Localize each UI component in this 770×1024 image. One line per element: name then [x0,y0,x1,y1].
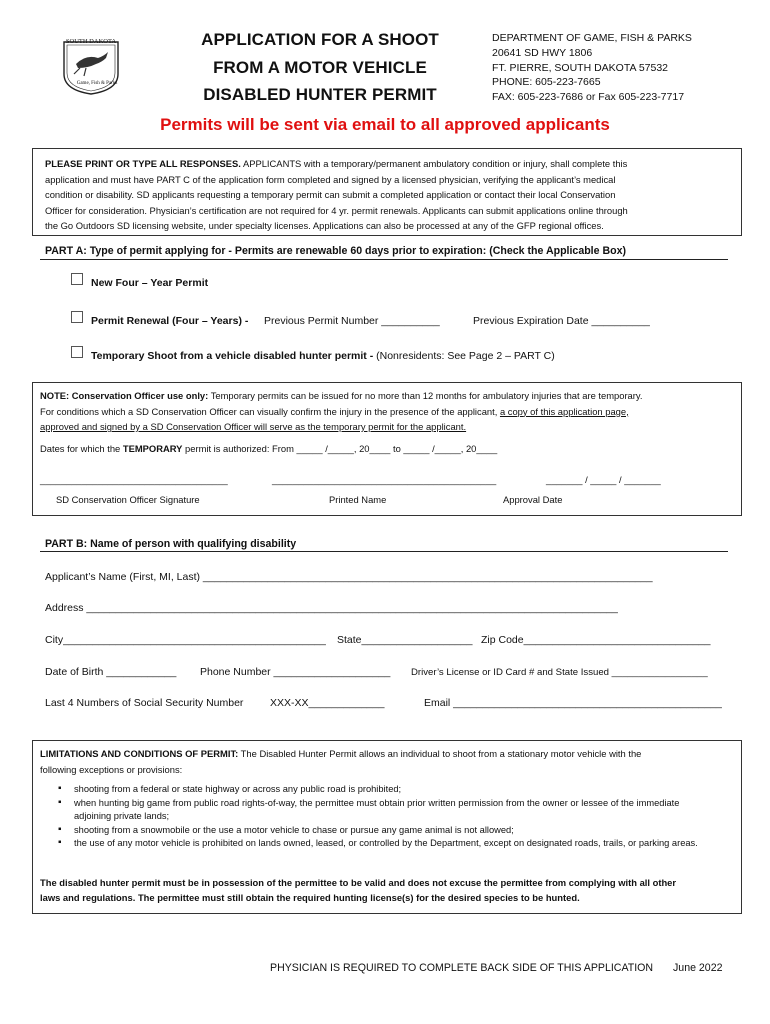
department-street: 20641 SD HWY 1806 [492,47,593,59]
instructions-text [45,156,735,234]
part-b-heading: PART B: Name of person with qualifying disability [45,538,297,550]
temporary-permit-note: (Nonresidents: See Page 2 – PART C) [373,350,555,362]
previous-permit-number-field[interactable]: Previous Permit Number __________ [264,315,440,327]
phone-number-field[interactable]: Phone Number ____________________ [200,666,391,678]
printed-name-label: Printed Name [329,494,387,505]
logo-bottom-text: Game, Fish & Parks [76,81,118,86]
limitations-intro-rest: The Disabled Hunter Permit allows an individual to shoot from a stationary motor vehicle with the [238,748,642,759]
department-city: FT. PIERRE, SOUTH DAKOTA 57532 [492,62,669,74]
form-title-line-2: FROM A MOTOR VEHICLE [213,58,427,77]
limitations-intro [40,746,730,777]
form-revision-date: June 2022 [673,962,723,974]
part-a-rule [40,259,728,260]
state-field[interactable]: State___________________ [337,634,473,646]
instructions-line-3: condition or disability. SD applicants requesting a temporary permit can submit a completed application or contact their local Conservation [45,189,616,200]
applicant-name-field[interactable]: Applicant’s Name (First, MI, Last) _____________________________________________________________________________ [45,571,653,583]
zip-code-field[interactable]: Zip Code________________________________ [481,634,711,646]
logo-top-text: SOUTH DAKOTA [65,38,117,45]
officer-signature-label: SD Conservation Officer Signature [56,494,200,505]
limitation-item: ▪ shooting from a federal or state highway or across any public road is prohibited; [58,783,708,796]
new-permit-checkbox[interactable] [71,273,83,285]
officer-note-line-1: Temporary permits can be issued for no more than 12 months for ambulatory injuries that are temporary. [208,390,643,401]
limitation-item: ▪ when hunting big game from public road rights-of-way, the permittee must obtain prior written permission from the owner or lessee of the immediate adjoining private lands; [58,797,708,823]
temporary-permit-title: Temporary Shoot from a vehicle disabled hunter permit - [91,350,374,362]
previous-expiration-date-field[interactable]: Previous Expiration Date __________ [473,315,650,327]
printed-name-line[interactable]: ___________________________________________ [272,474,497,485]
email-field[interactable]: Email ______________________________________________ [424,697,722,709]
limitations-lead: LIMITATIONS AND CONDITIONS OF PERMIT: [40,748,239,759]
limitation-item: ▪ the use of any motor vehicle is prohibited on lands owned, leased, or controlled by the Department, except on designated roads, trails, or parking areas. [58,837,708,850]
new-permit-label: New Four – Year Permit [91,277,209,289]
approval-date-line[interactable]: _______ / _____ / _______ [546,474,661,485]
temporary-permit-label [91,350,555,362]
temporary-permit-checkbox[interactable] [71,346,83,358]
department-fax: FAX: 605-223-7686 or Fax 605-223-7717 [492,91,685,103]
officer-note-line-2: For conditions which a SD Conservation Officer can visually confirm the injury in the presence of the applicant, [40,405,500,417]
form-title-line-1: APPLICATION FOR A SHOOT [201,30,439,49]
email-notice-banner: Permits will be sent via email to all approved applicants [160,115,610,134]
renewal-permit-checkbox[interactable] [71,311,83,323]
part-a-heading: PART A: Type of permit applying for - Permits are renewable 60 days prior to expiration: (Check the Applicable Box) [45,245,627,257]
temporary-dates-prefix: Dates for which the [40,443,123,454]
temporary-dates-rest: permit is authorized: From _____ /_____, 20____ to _____ /_____, 20____ [182,443,498,454]
physician-notice: PHYSICIAN IS REQUIRED TO COMPLETE BACK SIDE OF THIS APPLICATION [270,962,654,974]
instructions-line-2: application and must have PART C of the application form completed and signed by a licensed physician, verifying the applicant’s medical [45,173,616,185]
city-field[interactable]: City_____________________________________________ [45,634,326,646]
limitations-intro-line-2: following exceptions or provisions: [40,763,183,775]
department-name: DEPARTMENT OF GAME, FISH & PARKS [492,32,692,44]
instructions-line-1: APPLICANTS with a temporary/permanent ambulatory condition or injury, shall complete this [240,158,628,169]
officer-note-line-2-underlined: a copy of this application page, [499,405,629,417]
permit-closing-line-1: The disabled hunter permit must be in possession of the permittee to be valid and does not excuse the permittee from complying with all other [40,877,677,888]
temporary-dates-field[interactable] [40,441,497,457]
limitations-list [58,783,708,851]
officer-note-line-3: approved and signed by a SD Conservation Officer will serve as the temporary permit for the applicant. [40,421,467,432]
officer-note-text [40,388,730,435]
officer-signature-line[interactable]: ____________________________________ [40,474,228,485]
date-of-birth-field[interactable]: Date of Birth ____________ [45,666,177,678]
officer-note-lead: NOTE: Conservation Officer use only: [40,390,209,401]
limitation-item: ▪ shooting from a snowmobile or the use a motor vehicle to chase or pursue any game animal is not allowed; [58,824,708,837]
ssn-label: Last 4 Numbers of Social Security Number [45,697,244,709]
form-title-line-3: DISABLED HUNTER PERMIT [203,85,437,104]
approval-date-label: Approval Date [503,494,563,505]
temporary-dates-bold: TEMPORARY [122,443,183,454]
drivers-license-field[interactable]: Driver’s License or ID Card # and State Issued __________________ [411,667,708,678]
address-field[interactable]: Address ___________________________________________________________________________________________ [45,602,618,614]
instructions-line-4: Officer for consideration. Physician’s certification are not required for 4 yr. permit renewals. Applicants can submit applications online through [45,204,628,216]
instructions-line-5: the Go Outdoors SD licensing website, under specialty licenses. Applications can also be processed at any of the GFP regional offices. [45,220,604,231]
renewal-permit-label: Permit Renewal (Four – Years) - [91,315,249,327]
instructions-lead: PLEASE PRINT OR TYPE ALL RESPONSES. [45,158,241,169]
pheasant-seal-icon [56,34,126,96]
ssn-field[interactable]: XXX-XX_____________ [270,697,385,709]
part-b-rule [40,551,728,552]
permit-closing-line-2: laws and regulations. The permittee must still obtain the required hunting license(s) for the desired species to be hunted. [40,892,580,903]
department-phone: PHONE: 605-223-7665 [492,76,601,88]
